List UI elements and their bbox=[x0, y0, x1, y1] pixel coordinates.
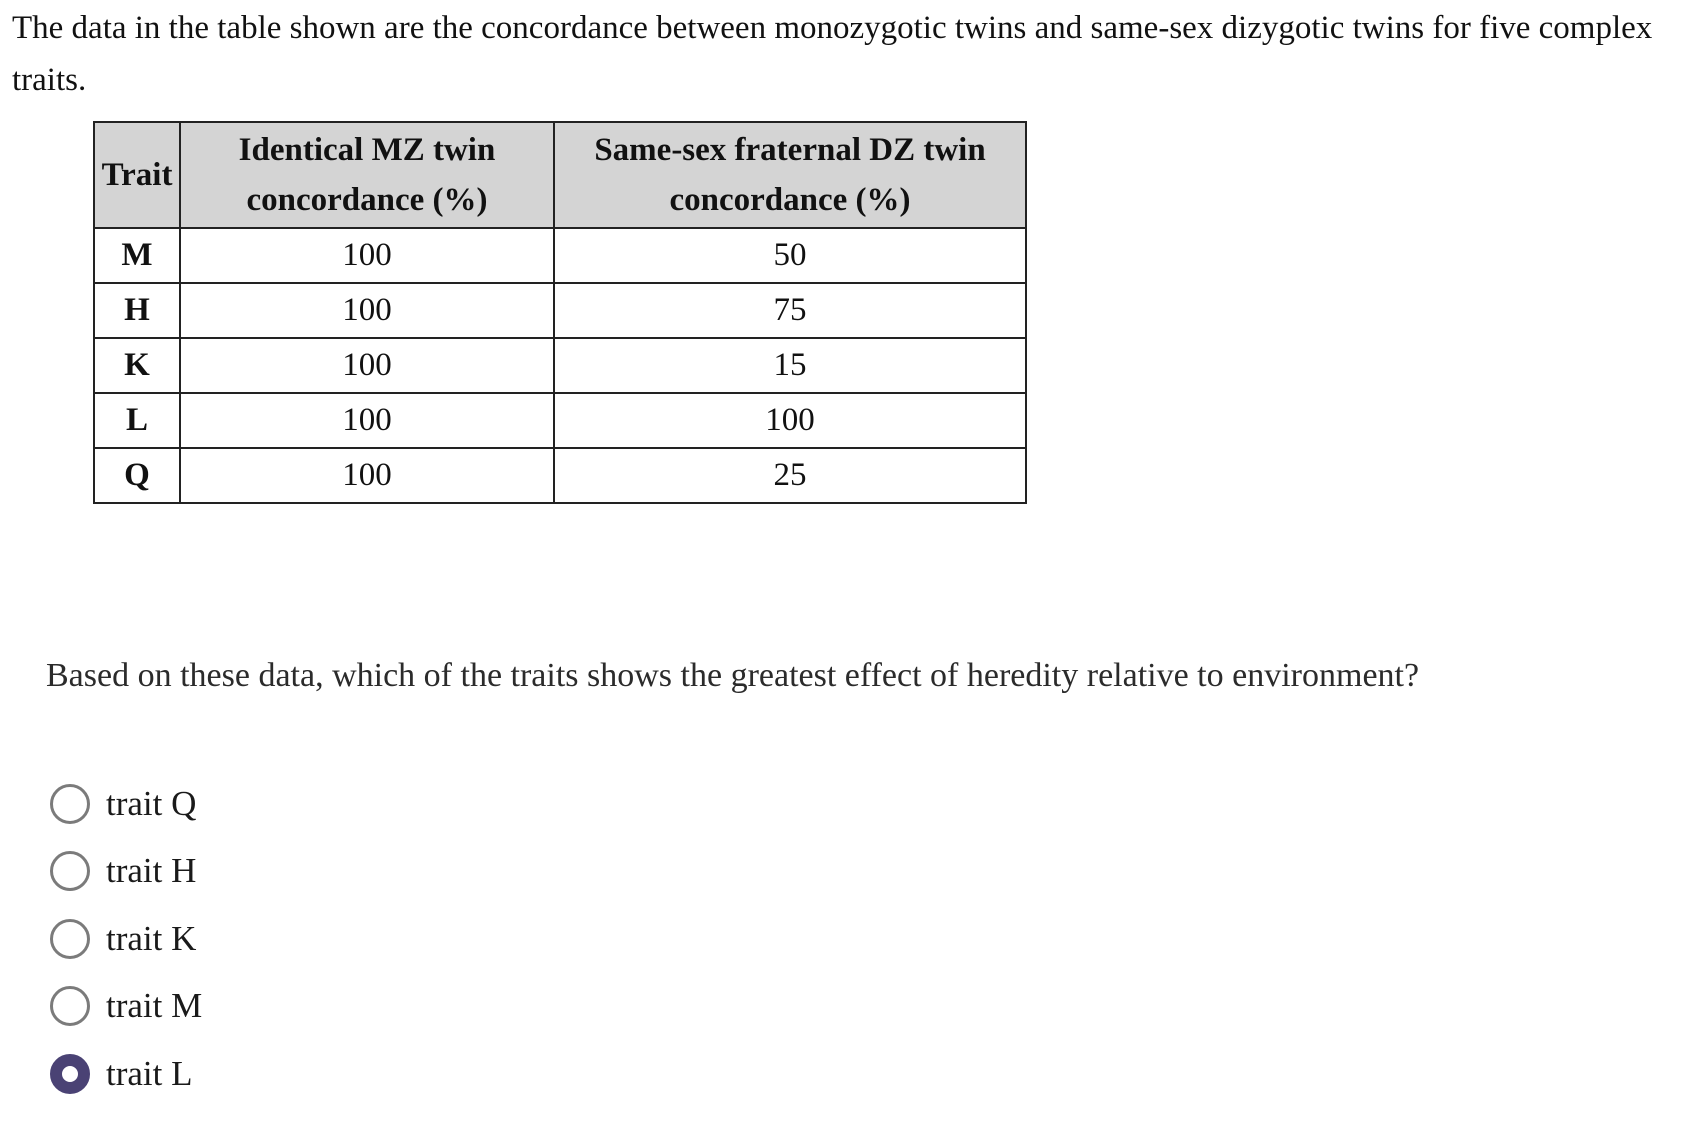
question-intro: The data in the table shown are the concordance between monozygotic twins and same-sex dizygotic twins for five complex traits. bbox=[12, 10, 1653, 98]
question-prompt: Based on these data, which of the traits shows the greatest effect of heredity relative to environment? bbox=[46, 657, 1420, 694]
header-dz-concordance bbox=[554, 122, 1026, 228]
dz-value-cell: 25 bbox=[554, 448, 1026, 503]
option-label: trait H bbox=[106, 851, 197, 891]
dz-value-cell: 50 bbox=[554, 228, 1026, 283]
trait-cell: L bbox=[94, 393, 180, 448]
trait-cell: Q bbox=[94, 448, 180, 503]
mz-value-cell: 100 bbox=[180, 448, 554, 503]
option-label: trait K bbox=[106, 918, 197, 958]
radio-button[interactable] bbox=[50, 986, 90, 1026]
radio-button[interactable] bbox=[50, 919, 90, 959]
dz-value-cell: 75 bbox=[554, 283, 1026, 338]
table-row bbox=[94, 228, 1026, 283]
header-mz-line1: Identical MZ twin bbox=[238, 132, 496, 168]
table-row bbox=[94, 448, 1026, 503]
trait-cell: M bbox=[94, 228, 180, 283]
mz-value-cell: 100 bbox=[180, 283, 554, 338]
dz-value-cell: 15 bbox=[554, 338, 1026, 393]
table-row bbox=[94, 393, 1026, 448]
option-label: trait L bbox=[106, 1053, 193, 1093]
answer-option-h[interactable] bbox=[50, 838, 202, 906]
concordance-table bbox=[93, 121, 1027, 504]
header-mz-concordance bbox=[180, 122, 554, 228]
answer-option-l[interactable] bbox=[50, 1040, 202, 1108]
option-label: trait M bbox=[106, 986, 203, 1026]
option-label: trait Q bbox=[106, 783, 197, 823]
radio-button-selected[interactable] bbox=[50, 1054, 90, 1094]
answer-option-q[interactable] bbox=[50, 770, 202, 838]
table-row bbox=[94, 283, 1026, 338]
trait-cell: K bbox=[94, 338, 180, 393]
header-dz-line2: concordance (%) bbox=[669, 182, 911, 218]
dz-value-cell: 100 bbox=[554, 393, 1026, 448]
radio-button[interactable] bbox=[50, 851, 90, 891]
table-row bbox=[94, 338, 1026, 393]
mz-value-cell: 100 bbox=[180, 338, 554, 393]
answer-options bbox=[50, 770, 202, 1108]
trait-cell: H bbox=[94, 283, 180, 338]
mz-value-cell: 100 bbox=[180, 228, 554, 283]
answer-option-m[interactable] bbox=[50, 973, 202, 1041]
header-mz-line2: concordance (%) bbox=[246, 182, 488, 218]
table-header-row bbox=[94, 122, 1026, 228]
header-dz-line1: Same-sex fraternal DZ twin bbox=[594, 132, 986, 168]
answer-option-k[interactable] bbox=[50, 905, 202, 973]
mz-value-cell: 100 bbox=[180, 393, 554, 448]
radio-button[interactable] bbox=[50, 784, 90, 824]
header-trait: Trait bbox=[94, 122, 180, 228]
